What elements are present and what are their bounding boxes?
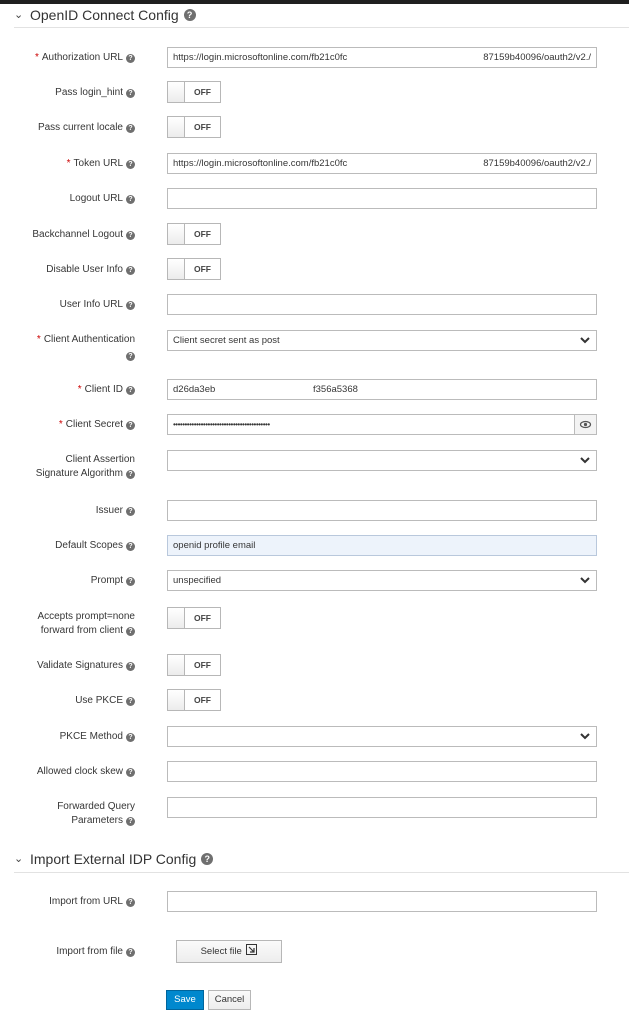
toggle-knob — [168, 608, 185, 628]
help-icon[interactable]: ? — [126, 768, 135, 777]
client-assertion-select[interactable] — [167, 450, 597, 471]
user-info-url-label: User Info URL ? — [10, 298, 135, 311]
default-scopes-input[interactable]: openid profile email — [167, 535, 597, 556]
help-icon[interactable]: ? — [126, 898, 135, 907]
help-icon[interactable]: ? — [126, 231, 135, 240]
user-info-url-input[interactable] — [167, 294, 597, 315]
show-secret-button[interactable] — [574, 414, 597, 435]
token-url-label: * Token URL ? — [10, 157, 135, 170]
backchannel-logout-label: Backchannel Logout ? — [10, 228, 135, 241]
disable-user-info-label: Disable User Info ? — [10, 263, 135, 276]
section-title: Import External IDP Config — [30, 851, 197, 867]
import-from-url-input[interactable] — [167, 891, 597, 912]
pass-login-hint-toggle[interactable]: OFF — [167, 81, 221, 103]
use-pkce-label: Use PKCE ? — [10, 694, 135, 707]
issuer-label: Issuer ? — [10, 504, 135, 517]
help-icon[interactable]: ? — [126, 733, 135, 742]
eye-icon — [575, 415, 596, 434]
upload-icon — [246, 944, 257, 955]
validate-signatures-toggle[interactable]: OFF — [167, 654, 221, 676]
help-icon[interactable]: ? — [126, 697, 135, 706]
client-authentication-label: * Client Authentication ? — [36, 334, 135, 360]
client-secret-input[interactable]: •••••••••••••••••••••••••••••••••••••••••• — [167, 414, 575, 435]
section-title: OpenID Connect Config — [30, 7, 179, 23]
section-header-import[interactable] — [14, 848, 213, 870]
chevron-down-icon — [578, 451, 592, 470]
toggle-knob — [168, 82, 185, 102]
default-scopes-label: Default Scopes ? — [10, 539, 135, 552]
required-asterisk: * — [36, 334, 41, 345]
cancel-button[interactable]: Cancel — [208, 990, 251, 1010]
client-id-input[interactable]: d26da3eb f356a5368 — [167, 379, 597, 400]
help-icon[interactable]: ? — [126, 948, 135, 957]
disable-user-info-toggle[interactable]: OFF — [167, 258, 221, 280]
help-icon[interactable]: ? — [126, 160, 135, 169]
section-header-oidc[interactable] — [14, 4, 196, 26]
chevron-down-icon: ⌄ — [14, 852, 24, 865]
help-icon[interactable]: ? — [126, 577, 135, 586]
select-file-button[interactable]: Select file — [176, 940, 282, 963]
toggle-knob — [168, 117, 185, 137]
required-asterisk: * — [66, 158, 71, 169]
chevron-down-icon — [578, 571, 592, 590]
help-icon[interactable]: ? — [126, 507, 135, 516]
help-icon[interactable]: ? — [126, 386, 135, 395]
help-icon[interactable]: ? — [126, 352, 135, 361]
pass-login-hint-label: Pass login_hint ? — [10, 86, 135, 99]
chevron-down-icon — [578, 331, 592, 350]
validate-signatures-label: Validate Signatures ? — [10, 659, 135, 672]
help-icon[interactable]: ? — [201, 853, 213, 865]
import-from-file-label: Import from file ? — [10, 945, 135, 958]
forwarded-query-params-label: Forwarded Query Parameters ? — [57, 801, 135, 826]
required-asterisk: * — [77, 384, 82, 395]
help-icon[interactable]: ? — [126, 266, 135, 275]
token-url-input[interactable]: https://login.microsoftonline.com/fb21c0fc 87159b40096/oauth2/v2./ — [167, 153, 597, 174]
issuer-input[interactable] — [167, 500, 597, 521]
required-asterisk: * — [34, 52, 39, 63]
client-secret-label: * Client Secret ? — [10, 418, 135, 431]
toggle-knob — [168, 690, 185, 710]
logout-url-input[interactable] — [167, 188, 597, 209]
help-icon[interactable]: ? — [126, 817, 135, 826]
client-id-label: * Client ID ? — [10, 383, 135, 396]
prompt-select[interactable]: unspecified — [167, 570, 597, 591]
help-icon[interactable]: ? — [126, 421, 135, 430]
chevron-down-icon — [578, 727, 592, 746]
forwarded-query-params-input[interactable] — [167, 797, 597, 818]
client-authentication-select[interactable]: Client secret sent as post — [167, 330, 597, 351]
chevron-down-icon: ⌄ — [14, 8, 24, 21]
import-from-url-label: Import from URL ? — [10, 895, 135, 908]
save-button[interactable]: Save — [166, 990, 204, 1010]
logout-url-label: Logout URL ? — [10, 192, 135, 205]
help-icon[interactable]: ? — [184, 9, 196, 21]
pass-current-locale-label: Pass current locale ? — [10, 121, 135, 134]
help-icon[interactable]: ? — [126, 627, 135, 636]
help-icon[interactable]: ? — [126, 124, 135, 133]
accepts-prompt-none-label: Accepts prompt=none forward from client ? — [37, 611, 135, 636]
client-assertion-label: Client Assertion Signature Algorithm ? — [35, 454, 135, 479]
toggle-knob — [168, 655, 185, 675]
use-pkce-toggle[interactable]: OFF — [167, 689, 221, 711]
help-icon[interactable]: ? — [126, 89, 135, 98]
help-icon[interactable]: ? — [126, 662, 135, 671]
divider — [14, 872, 629, 873]
toggle-knob — [168, 224, 185, 244]
help-icon[interactable]: ? — [126, 542, 135, 551]
allowed-clock-skew-label: Allowed clock skew ? — [10, 765, 135, 778]
divider — [14, 27, 629, 28]
help-icon[interactable]: ? — [126, 195, 135, 204]
accepts-prompt-none-toggle[interactable]: OFF — [167, 607, 221, 629]
authorization-url-input[interactable]: https://login.microsoftonline.com/fb21c0fc 87159b40096/oauth2/v2./ — [167, 47, 597, 68]
authorization-url-label: * Authorization URL ? — [10, 51, 135, 64]
pass-current-locale-toggle[interactable]: OFF — [167, 116, 221, 138]
prompt-label: Prompt ? — [10, 574, 135, 587]
help-icon[interactable]: ? — [126, 301, 135, 310]
required-asterisk: * — [58, 419, 63, 430]
backchannel-logout-toggle[interactable]: OFF — [167, 223, 221, 245]
toggle-knob — [168, 259, 185, 279]
help-icon[interactable]: ? — [126, 470, 135, 479]
pkce-method-select[interactable] — [167, 726, 597, 747]
pkce-method-label: PKCE Method ? — [10, 730, 135, 743]
help-icon[interactable]: ? — [126, 54, 135, 63]
allowed-clock-skew-input[interactable] — [167, 761, 597, 782]
